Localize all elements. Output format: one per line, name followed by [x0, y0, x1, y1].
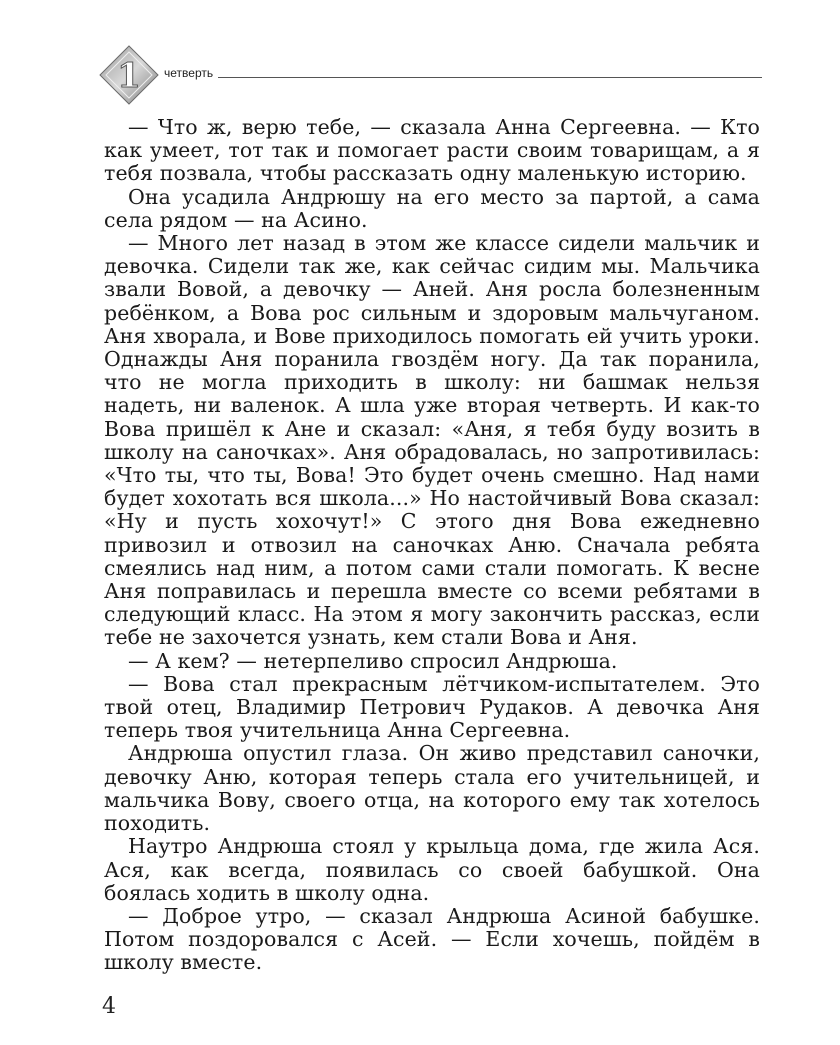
quarter-label: четверть — [164, 66, 214, 80]
header-rule — [218, 77, 762, 78]
paragraph: Андрюша опустил глаза. Он живо представил саночки, девочку Аню, которая теперь стала его учительницей, и мальчика Вову, своего отца, на которого ему так хотелось походить. — [104, 741, 760, 836]
page-header — [98, 44, 762, 106]
paragraph: — Вова стал прекрасным лётчиком-испытателем. Это твой отец, Владимир Петрович Рудаков. А девочка Аня теперь твоя учительница Анна Сергеевна. — [104, 671, 760, 743]
paragraph: Наутро Андрюша стоял у крыльца дома, где жила Ася. Ася, как всегда, появилась со своей бабушкой. Она боялась ходить в школу одна. — [104, 834, 760, 905]
paragraph: — А кем? — нетерпеливо спросил Андрюша. — [128, 648, 618, 673]
story-text — [104, 116, 760, 975]
paragraph: — Доброе утро, — сказал Андрюша Асиной бабушке. Потом поздоровался с Асей. — Если хочешь, пойдём в школу вместе. — [104, 903, 760, 975]
paragraph: Она усадила Андрюшу на его место за партой, а сама села рядом — на Асино. — [104, 184, 760, 232]
page-number: 4 — [102, 994, 116, 1019]
paragraph: — Много лет назад в этом же классе сидели мальчик и девочка. Сидели так же, как сейчас сидим мы. Мальчика звали Вовой, а девочку — Аней. Аня росла болезненным ребёнком, а Вова рос сильным и здоровым мальчуганом. Аня хворала, и Вове приходилось помогать ей учить уроки. Однажды Аня поранила гвоздём ногу. Да так поранила, что не могла приходить в школу: ни башмак нельзя надеть, ни валенок. А шла уже вторая четверть. И как-то Вова пришёл к Ане и сказал: «Аня, я тебя буду возить в школу на саночках». Аня обрадовалась, но запротивилась: «Что ты, что ты, Вова! Это будет очень смешно. Над нами будет хохотать вся школа...» Но настойчивый Вова сказал: «Ну и пусть хохочут!» С этого дня Вова ежедневно привозил и отвозил на саночках Аню. Сначала ребята смеялись над ним, а потом сами стали помогать. К весне Аня поправилась и перешла вместе со всеми ребятами в следующий класс. На этом я могу закончить рассказ, если тебе не захочется узнать, кем стали Вова и Аня. — [104, 231, 760, 650]
quarter-number: 1 — [117, 56, 141, 96]
quarter-diamond-badge — [98, 44, 160, 106]
paragraph: — Что ж, верю тебе, — сказала Анна Сергеевна. — Кто как умеет, тот так и помогает расти своим товарищам, а я тебя позвала, чтобы рассказать одну маленькую историю. — [104, 115, 760, 186]
